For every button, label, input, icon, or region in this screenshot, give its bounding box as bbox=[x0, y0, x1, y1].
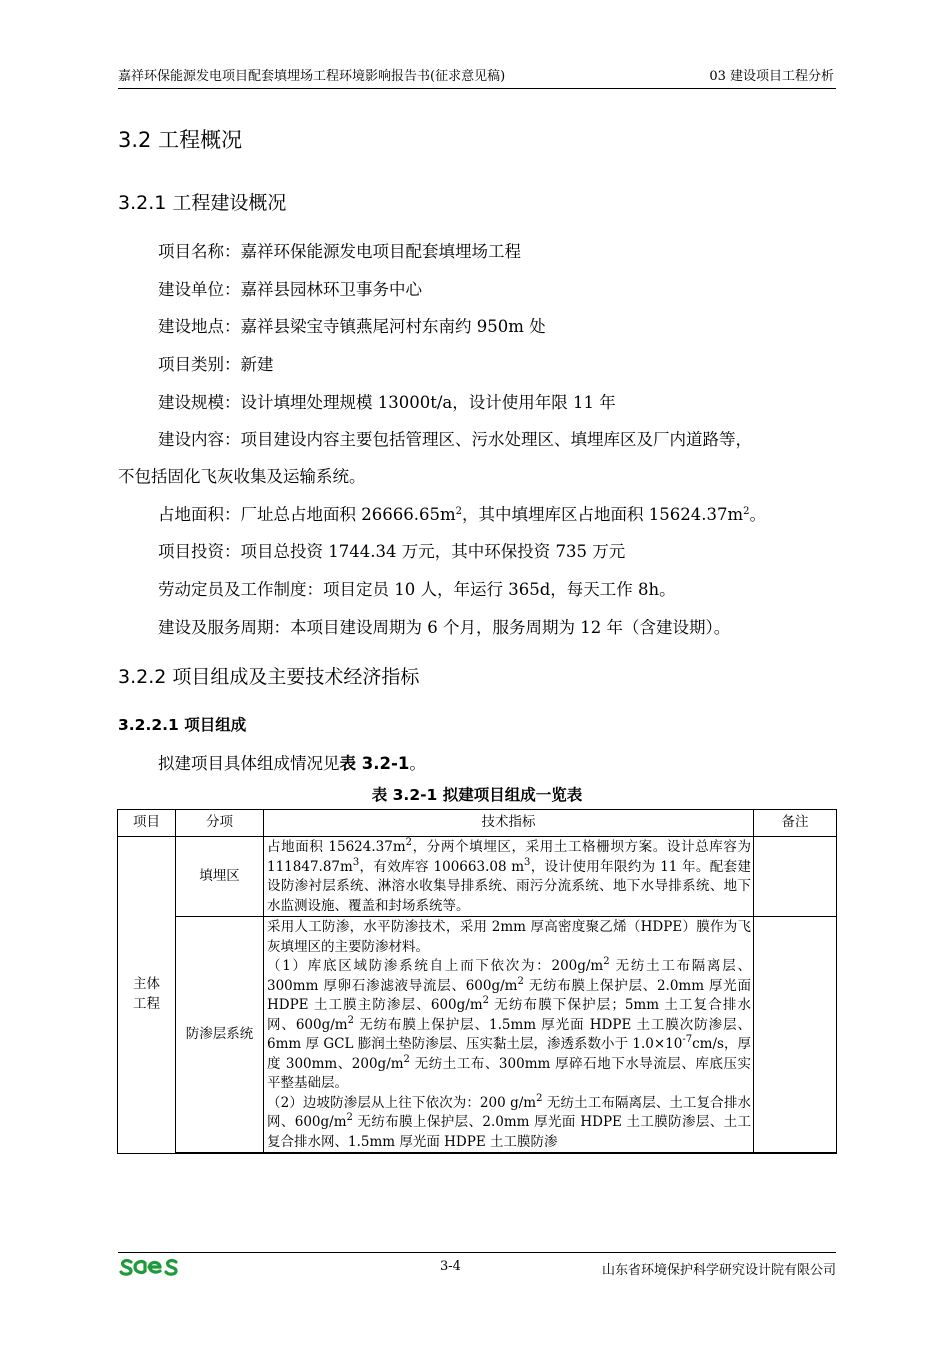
remark-cell bbox=[754, 837, 837, 917]
footer-rule bbox=[118, 1252, 836, 1253]
superscript: 2 bbox=[536, 1092, 543, 1104]
superscript: 3 bbox=[352, 856, 360, 868]
table-row bbox=[118, 837, 837, 917]
subitem-cell: 防渗层系统 bbox=[176, 917, 264, 1154]
superscript: -7 bbox=[682, 1034, 693, 1045]
spec-text: （2）边坡防渗层从上往下依次为：200 g/m bbox=[267, 1094, 537, 1111]
header-report-title: 嘉祥环保能源发电项目配套填埋场工程环境影响报告书(征求意见稿) bbox=[118, 69, 506, 84]
superscript: 2 bbox=[346, 1112, 353, 1123]
header-remarks: 备注 bbox=[754, 810, 837, 837]
spec-text: 无纺布膜下保护层；5mm 土工复合排水网、600g/m bbox=[267, 997, 751, 1033]
subsubsection-title-3-2-2-1: 3.2.2.1 项目组成 bbox=[118, 716, 247, 734]
info-project-name: 项目名称：嘉祥环保能源发电项目配套填埋场工程 bbox=[158, 242, 521, 261]
info-location: 建设地点：嘉祥县梁宝寺镇燕尾河村东南约 950m 处 bbox=[158, 317, 546, 336]
info-construction-unit: 建设单位：嘉祥县园林环卫事务中心 bbox=[158, 280, 422, 299]
spec-cell-landfill bbox=[264, 837, 754, 917]
spec-text: 采用人工防渗，水平防渗技术，采用 2mm 厚高密度聚乙烯（HDPE）膜作为飞灰填埋区的主要防渗材料。 bbox=[267, 919, 751, 955]
info-staffing: 劳动定员及工作制度：项目定员 10 人，年运行 365d，每天工作 8h。 bbox=[158, 580, 676, 599]
spec-text: ，分两个填埋区，采用土工格栅坝方案。设计总库容为 111847.87m bbox=[267, 839, 752, 875]
project-composition-table bbox=[117, 809, 837, 1154]
spec-text: 无纺土工布隔离层、土工复合排水网、600g/m bbox=[267, 1094, 752, 1130]
superscript: 2 bbox=[603, 956, 610, 967]
spec-text: （1）库底区域防渗系统自上而下依次为：200g/m bbox=[267, 958, 604, 974]
spec-text: 占地面积 15624.37m bbox=[267, 839, 406, 855]
superscript: 2 bbox=[517, 975, 524, 987]
spec-cell-seepage-system bbox=[264, 917, 754, 1154]
table-caption: 表 3.2-1 拟建项目组成一览表 bbox=[371, 786, 583, 804]
info-category: 项目类别：新建 bbox=[158, 355, 274, 374]
spec-text: ，设计使用年限约为 11 年。配套建设防渗衬层系统、淋溶水收集导排系统、雨污分流系统、地下水导排系统、地下水监测设施、覆盖和封场系统等。 bbox=[267, 858, 752, 914]
spec-text: 无纺土工布隔离层、300mm 厚卵石渗滤液导流层、600g/m bbox=[267, 958, 751, 994]
info-investment: 项目投资：项目总投资 1744.34 万元，其中环保投资 735 万元 bbox=[158, 542, 626, 561]
spec-text: cm/s，厚度 300mm、200g/m bbox=[267, 1036, 751, 1072]
running-header bbox=[118, 66, 836, 89]
spec-text: 无纺土工布、300mm 厚碎石地下水导流层、库底压实平整基础层。 bbox=[267, 1055, 752, 1091]
spec-text: 无纺布膜上保护层、2.0mm 厚光面 HDPE 土工膜防渗层、土工复合排水网、1.5mm 厚光面 HDPE 土工膜防渗 bbox=[267, 1114, 751, 1150]
spec-text: 无纺布膜上保护层、1.5mm 厚光面 HDPE 土工膜次防渗层、6mm 厚 GCL 膨润土垫防渗层、压实黏土层，渗透系数小于 1.0×10 bbox=[267, 1016, 751, 1052]
table-reference-paragraph: 拟建项目具体组成情况见表 3.2-1。 bbox=[158, 754, 426, 773]
header-chapter-title: 03 建设项目工程分析 bbox=[709, 69, 834, 84]
superscript: 3 bbox=[524, 856, 531, 868]
info-period: 建设及服务周期：本项目建设周期为 6 个月，服务周期为 12 年（含建设期）。 bbox=[158, 618, 731, 637]
subitem-cell: 填埋区 bbox=[176, 837, 264, 917]
section-title: 3.2 工程概况 bbox=[118, 128, 243, 152]
subsection-title-3-2-2: 3.2.2 项目组成及主要技术经济指标 bbox=[118, 666, 420, 688]
header-tech-spec: 技术指标 bbox=[264, 810, 754, 837]
header-subitem: 分项 bbox=[176, 810, 264, 837]
footer-organization: 山东省环境保护科学研究设计院有限公司 bbox=[601, 1263, 836, 1278]
page-number: 3-4 bbox=[440, 1259, 461, 1274]
superscript: 2 bbox=[403, 1053, 410, 1065]
table-row bbox=[118, 917, 837, 1154]
superscript: 2 bbox=[405, 837, 413, 848]
group-cell-main-works: 主体 工程 bbox=[118, 837, 176, 1154]
superscript: 2 bbox=[347, 1014, 354, 1026]
info-land-area: 占地面积：厂址总占地面积 $26666.65m^2$，其中填埋库区占地面积 $15624.37m^2$。 bbox=[158, 505, 766, 524]
table-ref: 表 3.2-1 bbox=[339, 754, 410, 773]
saes-logo-icon bbox=[118, 1256, 180, 1278]
header-project: 项目 bbox=[118, 810, 176, 837]
info-content-continued: 不包括固化飞灰收集及运输系统。 bbox=[118, 467, 366, 486]
spec-text: 无纺布膜上保护层、2.0mm 厚光面 HDPE 土工膜主防渗层、600g/m bbox=[267, 977, 752, 1013]
info-scale: 建设规模：设计填埋处理规模 13000t/a，设计使用年限 11 年 bbox=[158, 393, 616, 412]
table-header-row bbox=[118, 810, 837, 837]
remark-cell bbox=[754, 917, 837, 1154]
subsection-title-3-2-1: 3.2.1 工程建设概况 bbox=[118, 192, 287, 214]
superscript: 2 bbox=[482, 995, 489, 1006]
spec-text: ，有效库容 100663.08 m bbox=[359, 858, 525, 875]
info-content: 建设内容：项目建设内容主要包括管理区、污水处理区、填埋库区及厂内道路等， bbox=[158, 430, 752, 449]
